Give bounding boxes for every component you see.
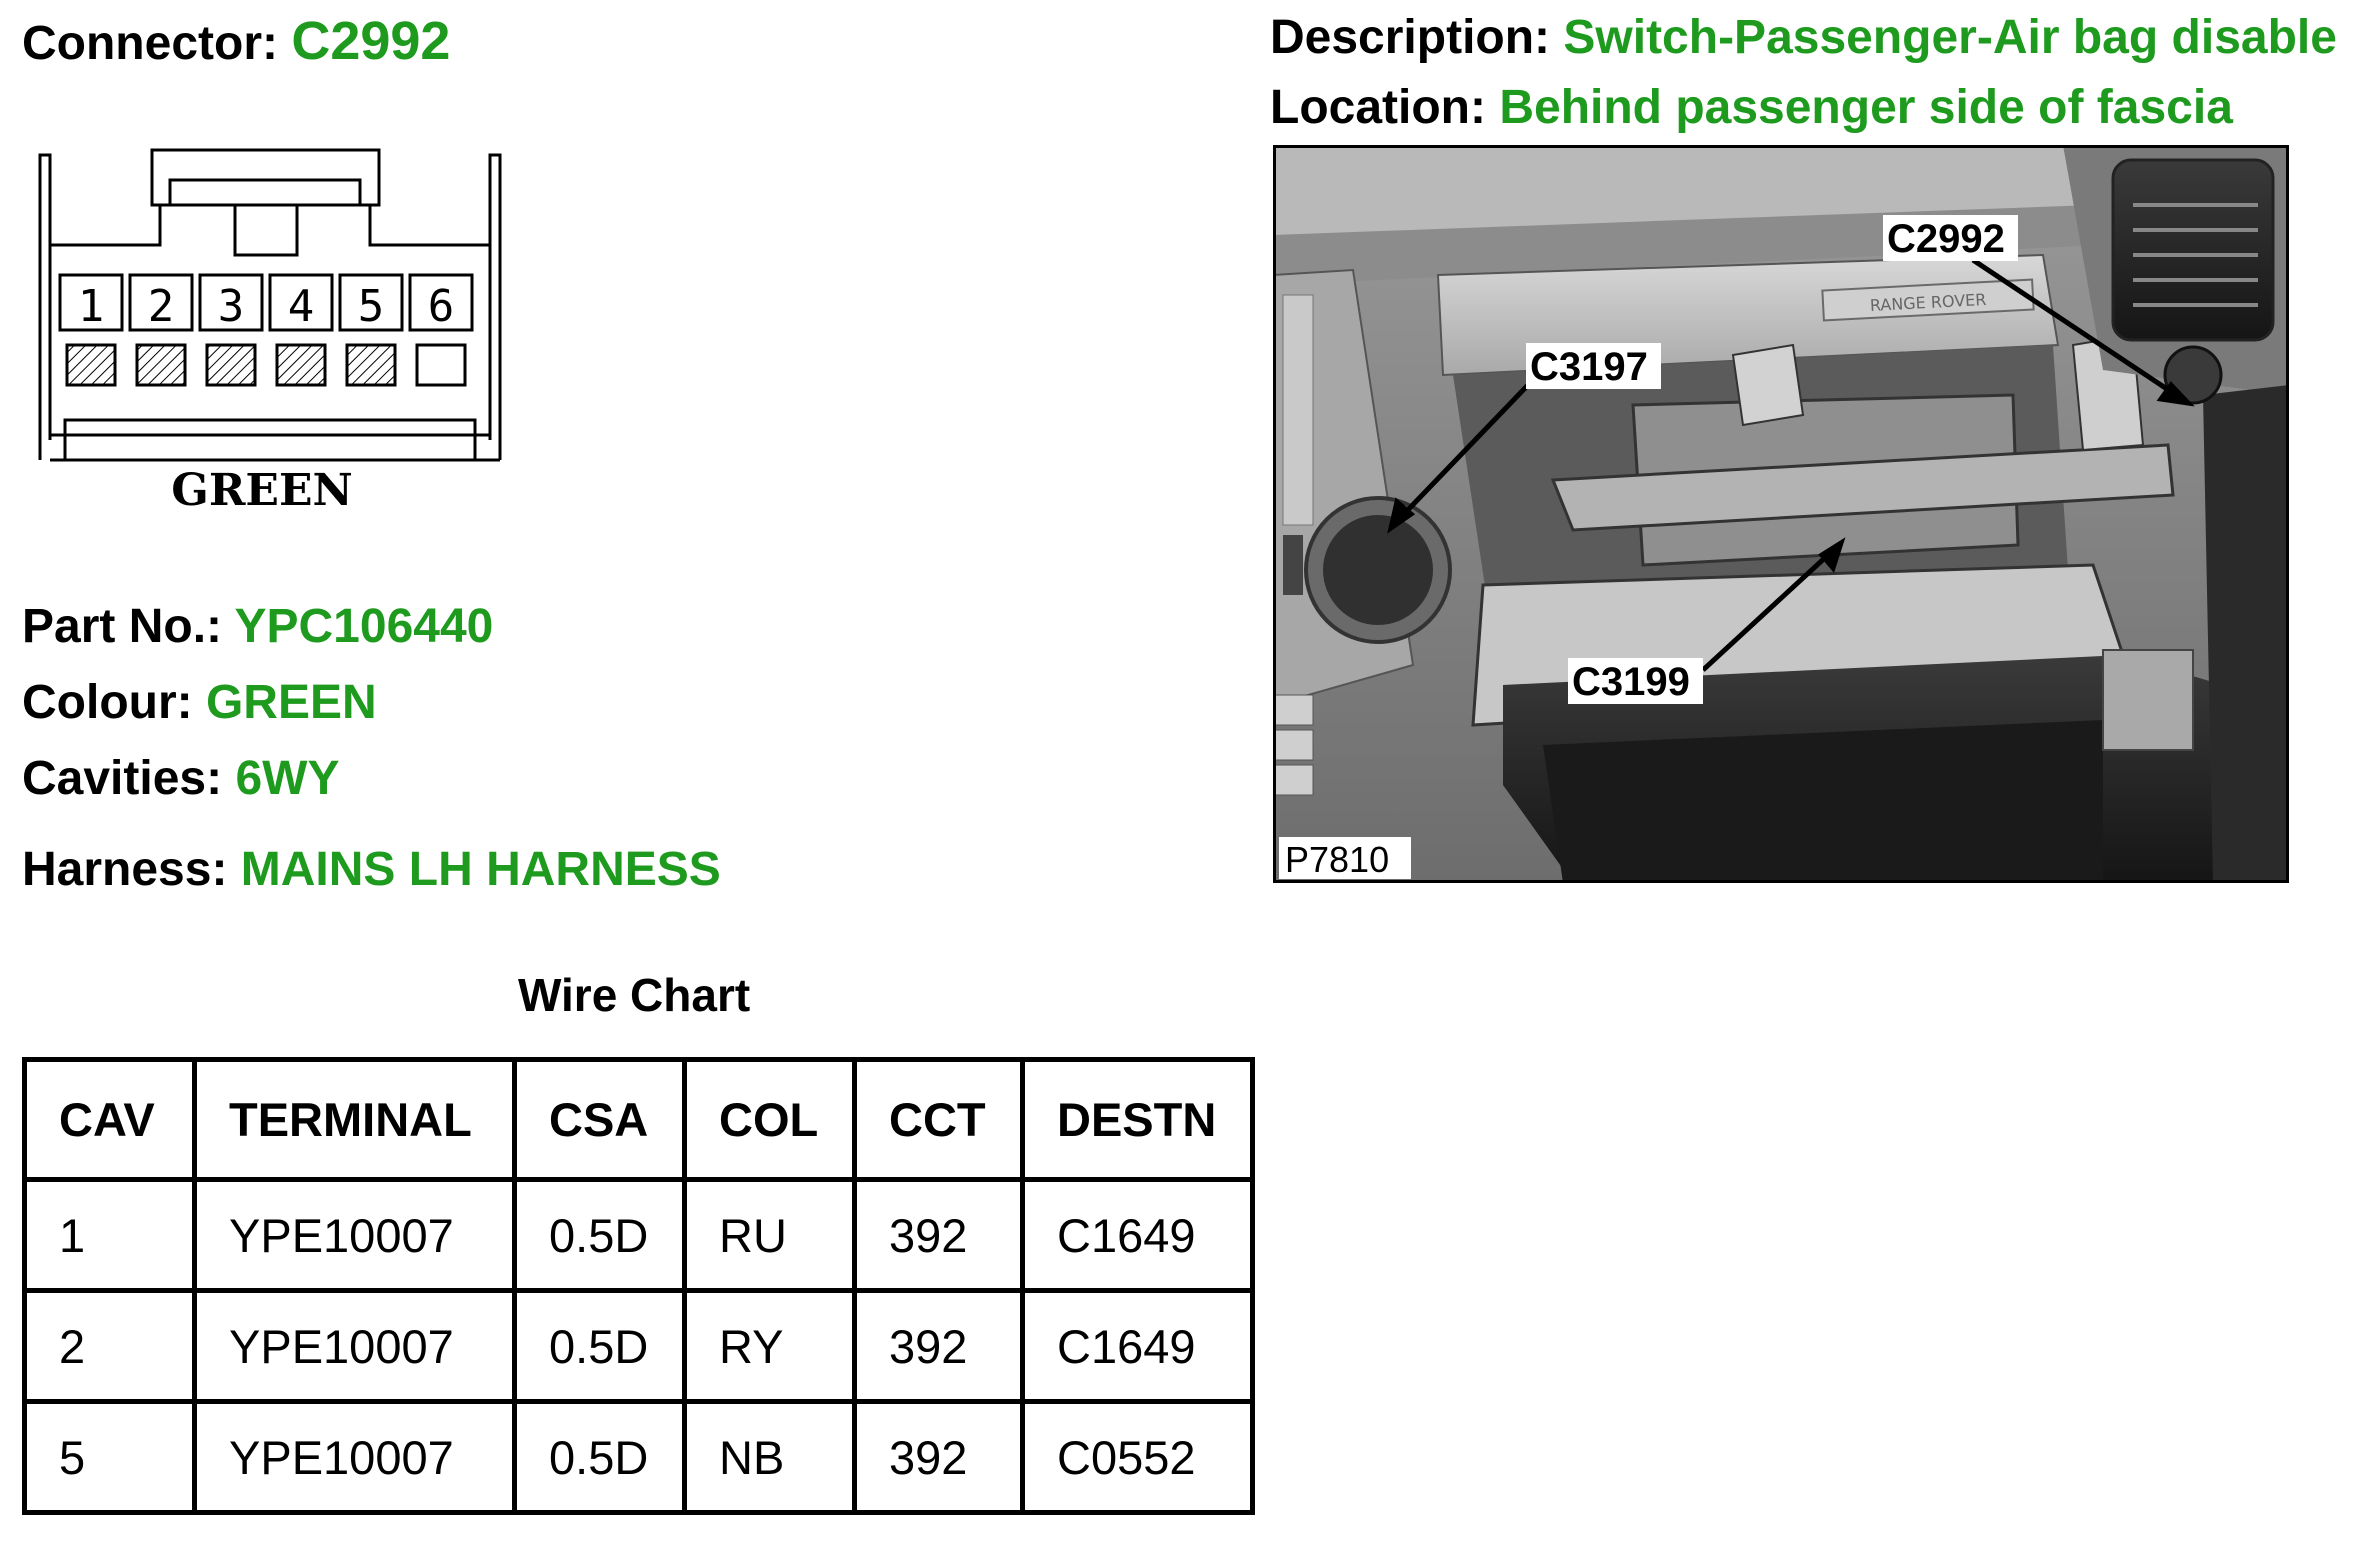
cell-csa: 0.5D: [515, 1402, 685, 1513]
pin-terminal-empty: [417, 345, 465, 385]
location-photo: [1273, 145, 2289, 883]
column-header-csa: CSA: [515, 1060, 685, 1180]
pin-terminal-hatched: [67, 345, 115, 385]
description-value: Switch-Passenger-Air bag disable: [1563, 11, 2337, 64]
location-value: Behind passenger side of fascia: [1499, 81, 2233, 134]
table-row: [25, 1402, 1253, 1513]
table-row: [25, 1291, 1253, 1402]
cell-cct: 392: [855, 1180, 1023, 1291]
connector-face-diagram: [30, 140, 510, 520]
pin-number: 6: [427, 281, 455, 332]
colour-value: GREEN: [205, 676, 377, 729]
cell-cct: 392: [855, 1402, 1023, 1513]
connector-field: [22, 11, 451, 71]
cell-cav: 1: [25, 1180, 195, 1291]
column-header-col: COL: [685, 1060, 855, 1180]
location-label: Location:: [1270, 81, 1486, 134]
wire-chart-title: Wire Chart: [518, 969, 751, 1021]
callout-c2992: C2992: [1887, 217, 2005, 261]
part-no-label: Part No.:: [22, 600, 223, 653]
pin-number: 5: [357, 281, 385, 332]
cell-cct: 392: [855, 1291, 1023, 1402]
column-header-terminal: TERMINAL: [195, 1060, 515, 1180]
pin-number: 2: [147, 281, 175, 332]
cavities-value: 6WY: [235, 752, 340, 805]
cell-destn: C0552: [1023, 1402, 1253, 1513]
pin-terminal-hatched: [207, 345, 255, 385]
colour-label: Colour:: [22, 676, 193, 729]
cell-csa: 0.5D: [515, 1180, 685, 1291]
pin-cell-5: [340, 275, 402, 385]
cavities-field: [22, 752, 340, 805]
harness-field: [22, 843, 721, 896]
cell-destn: C1649: [1023, 1291, 1253, 1402]
column-header-cav: CAV: [25, 1060, 195, 1180]
pin-terminal-hatched: [347, 345, 395, 385]
callout-c3197: C3197: [1530, 345, 1648, 389]
cell-col: RU: [685, 1180, 855, 1291]
pin-number: 1: [77, 281, 105, 332]
cell-cav: 2: [25, 1291, 195, 1402]
badge-text: RANGE ROVER: [1869, 289, 1987, 316]
callout-c3199: C3199: [1572, 660, 1690, 704]
connector-label: Connector:: [22, 17, 278, 70]
pin-cell-2: [130, 275, 192, 385]
part-no-value: YPC106440: [234, 600, 494, 653]
cell-terminal: YPE10007: [195, 1180, 515, 1291]
cell-terminal: YPE10007: [195, 1402, 515, 1513]
pin-cell-1: [60, 275, 122, 385]
harness-label: Harness:: [22, 843, 228, 896]
diagram-colour-caption: GREEN: [171, 465, 353, 516]
cell-col: RY: [685, 1291, 855, 1402]
table-header-row: [25, 1060, 1253, 1180]
pin-cells: [60, 275, 472, 385]
table-row: [25, 1180, 1253, 1291]
colour-field: [22, 676, 377, 729]
connector-value: C2992: [291, 11, 451, 71]
cell-terminal: YPE10007: [195, 1291, 515, 1402]
pin-terminal-hatched: [137, 345, 185, 385]
pin-cell-4: [270, 275, 332, 385]
figure-id: P7810: [1285, 839, 1390, 880]
pin-number: 4: [287, 281, 315, 332]
pin-terminal-hatched: [277, 345, 325, 385]
pin-cell-3: [200, 275, 262, 385]
location-field: [1270, 81, 2233, 134]
cell-destn: C1649: [1023, 1180, 1253, 1291]
description-field: [1270, 11, 2337, 64]
cell-cav: 5: [25, 1402, 195, 1513]
column-header-cct: CCT: [855, 1060, 1023, 1180]
wire-chart-table: [22, 1057, 1255, 1515]
cell-col: NB: [685, 1402, 855, 1513]
description-label: Description:: [1270, 11, 1551, 64]
part-no-field: [22, 600, 494, 653]
pin-number: 3: [217, 281, 245, 332]
cavities-label: Cavities:: [22, 752, 223, 805]
column-header-destn: DESTN: [1023, 1060, 1253, 1180]
pin-cell-6: [410, 275, 472, 385]
cell-csa: 0.5D: [515, 1291, 685, 1402]
harness-value: MAINS LH HARNESS: [240, 843, 721, 896]
